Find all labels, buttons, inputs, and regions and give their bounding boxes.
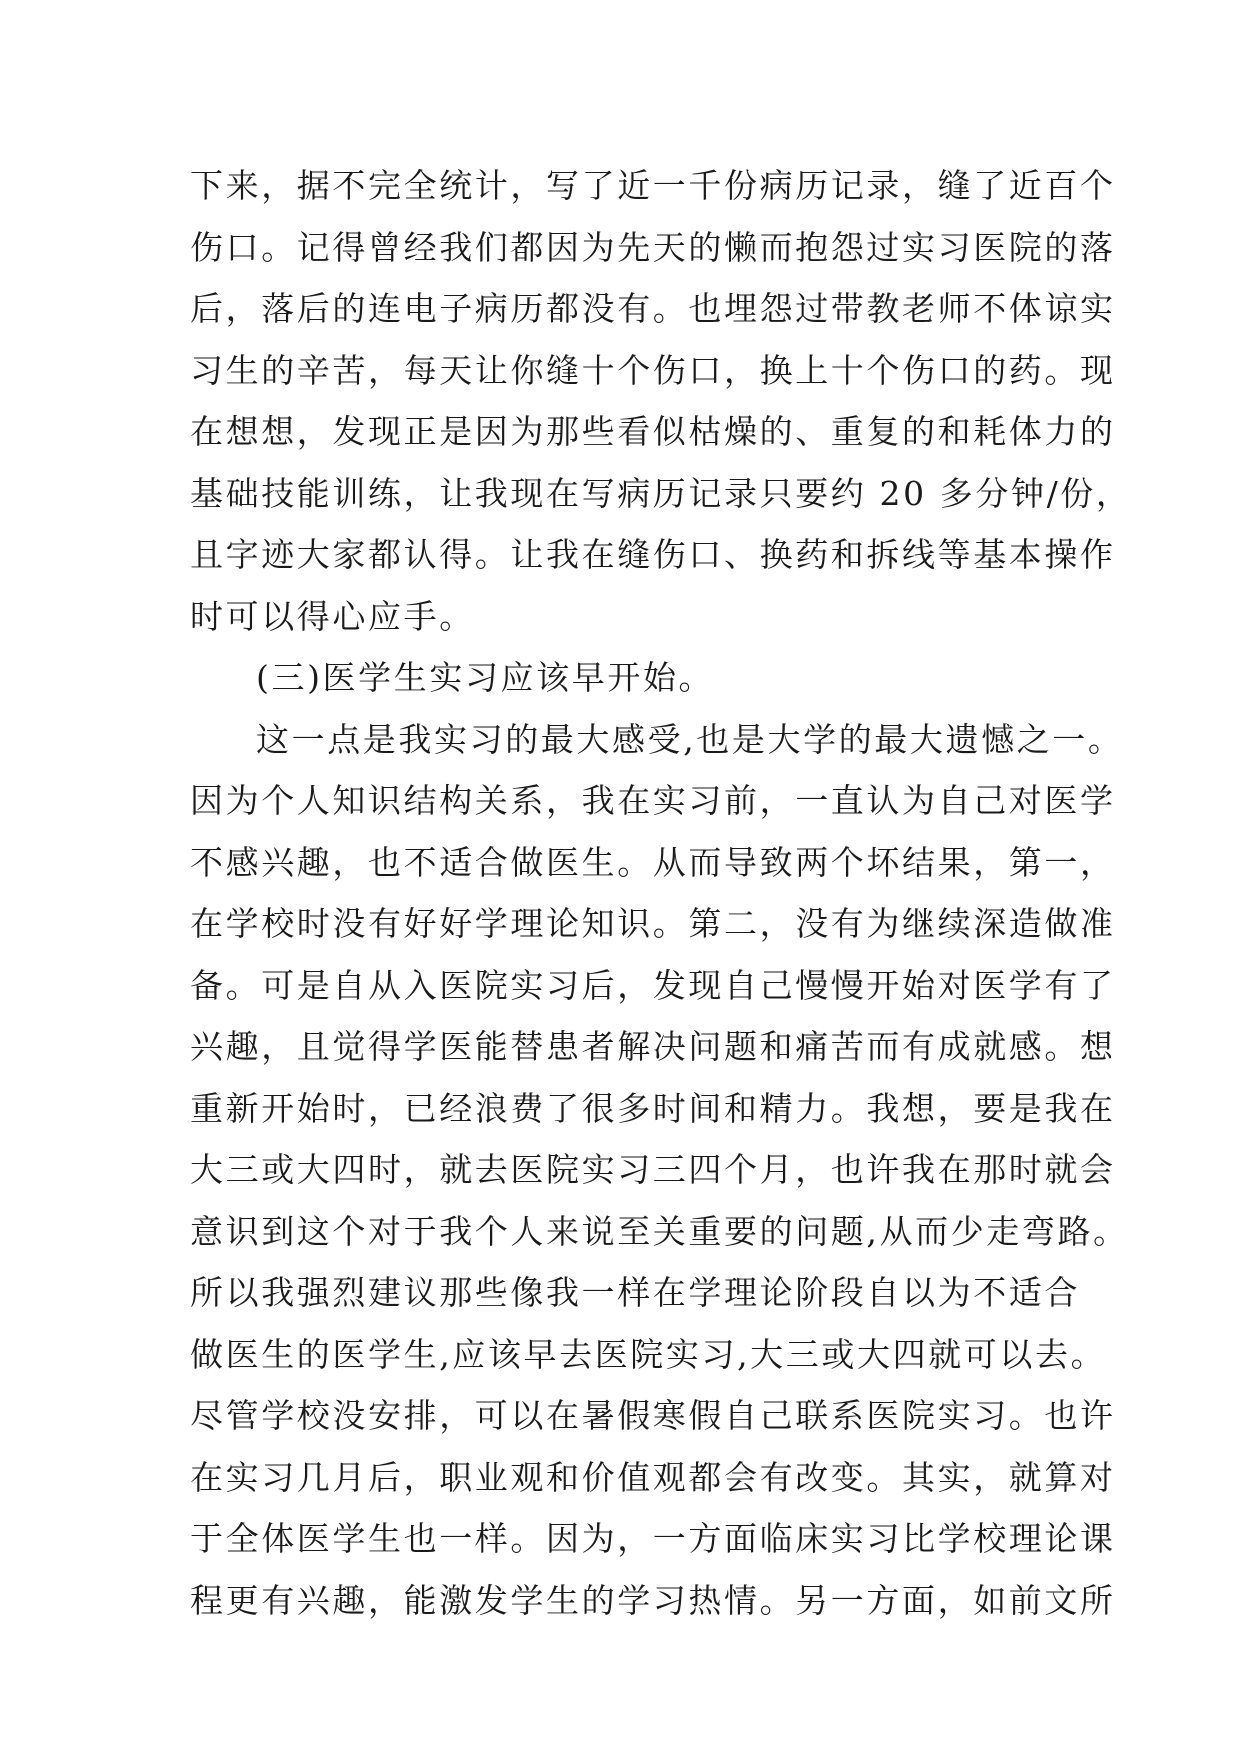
text-line: 在实习几月后，职业观和价值观都会有改变。其实，就算对 [190, 1457, 1116, 1497]
text-line: 不感兴趣，也不适合做医生。从而导致两个坏结果，第一， [190, 842, 1116, 882]
text-line: 所以我强烈建议那些像我一样在学理论阶段自以为不适合 [190, 1273, 1080, 1312]
text-line: 在想想，发现正是因为那些看似枯燥的、重复的和耗体力的 [190, 412, 1116, 451]
text-line: 因为个人知识结构关系，我在实习前，一直认为自己对医学 [190, 781, 1116, 820]
text-line: 做医生的医学生,应该早去医院实习,大三或大四就可以去。 [190, 1334, 1107, 1374]
text-line: 时可以得心应手。 [190, 596, 475, 636]
text-line: 于全体医学生也一样。因为，一方面临床实习比学校理论课 [190, 1519, 1116, 1558]
text-line: 重新开始时，已经浪费了很多时间和精力。我想，要是我在 [190, 1088, 1116, 1128]
text-line: 这一点是我实习的最大感受,也是大学的最大遗憾之一。 [256, 719, 1124, 759]
text-line: 尽管学校没安排，可以在暑假寒假自己联系医院实习。也许 [190, 1396, 1116, 1435]
text-line: 习生的辛苦，每天让你缝十个伤口，换上十个伤口的药。现 [190, 350, 1116, 390]
text-line: 意识到这个对于我个人来说至关重要的问题,从而少走弯路。 [190, 1211, 1129, 1251]
section-heading: (三)医学生实习应该早开始。 [256, 658, 715, 697]
text-line: 兴趣，且觉得学医能替患者解决问题和痛苦而有成就感。想 [190, 1027, 1116, 1066]
text-line: 伤口。记得曾经我们都因为先天的懒而抱怨过实习医院的落 [190, 227, 1116, 267]
text-line: 后，落后的连电子病历都没有。也埋怨过带教老师不体谅实 [190, 289, 1116, 328]
body-text [190, 155, 1132, 1631]
text-line: 且字迹大家都认得。让我在缝伤口、换药和拆线等基本操作 [190, 535, 1116, 574]
text-line: 在学校时没有好好学理论知识。第二，没有为继续深造做准 [190, 904, 1116, 943]
text-line: 大三或大四时，就去医院实习三四个月，也许我在那时就会 [190, 1150, 1116, 1189]
text-line: 下来，据不完全统计，写了近一千份病历记录，缝了近百个 [190, 166, 1116, 205]
text-line: 备。可是自从入医院实习后，发现自己慢慢开始对医学有了 [190, 965, 1116, 1005]
text-line: 基础技能训练，让我现在写病历记录只要约 20 多分钟/份， [190, 473, 1132, 513]
text-line: 程更有兴趣，能激发学生的学习热情。另一方面，如前文所 [190, 1580, 1116, 1620]
